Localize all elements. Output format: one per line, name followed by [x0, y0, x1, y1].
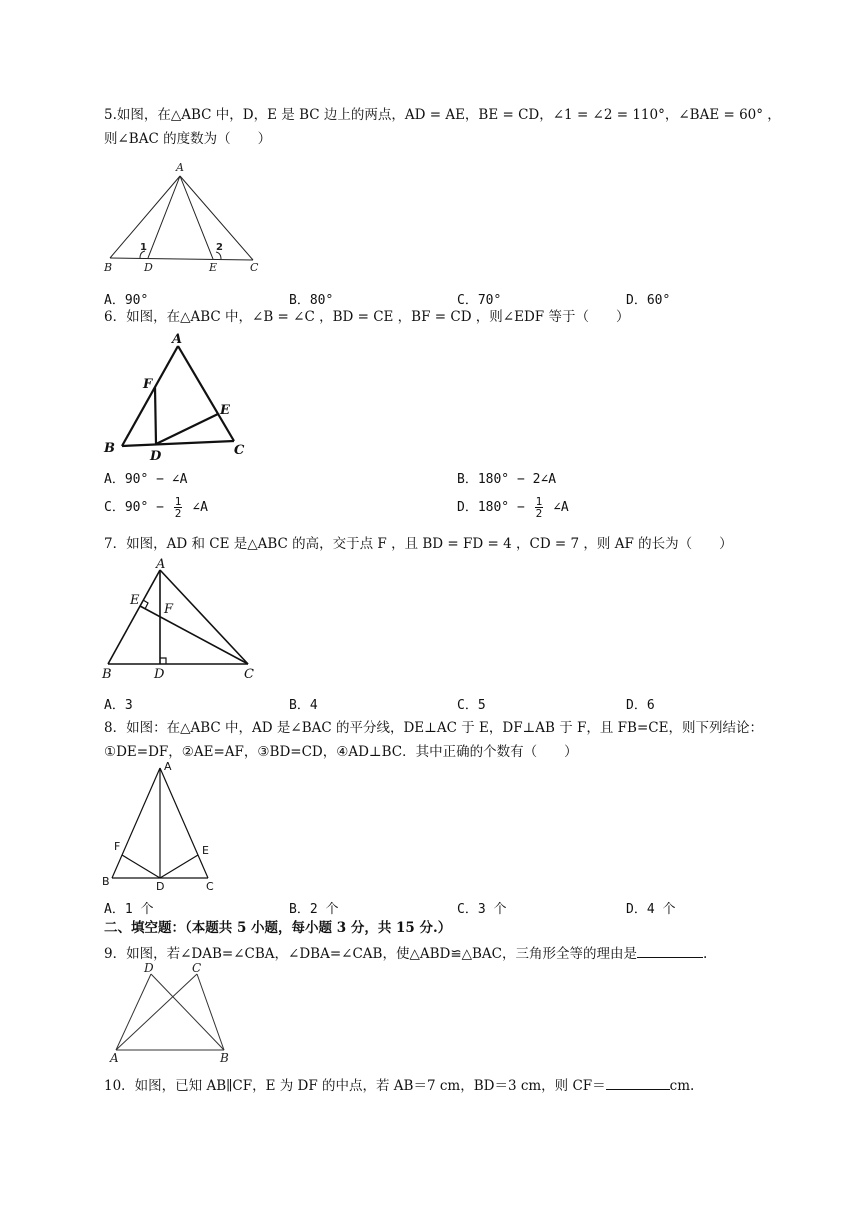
- q7-label-f: F: [164, 602, 174, 617]
- q9-text-main: 9．如图，若∠DAB=∠CBA，∠DBA=∠CAB，使△ABD≌△BAC，三角形全等的理由是: [104, 946, 638, 962]
- q8-figure: [100, 758, 230, 894]
- q8-label-a: A: [164, 760, 172, 773]
- q8-text-line1: 8．如图：在△ABC 中，AD 是∠BAC 的平分线，DE⊥AC 于 E，DF⊥AB 于 F，且 FB=CE，则下列结论：: [104, 720, 763, 736]
- q8-segment-ac: [160, 768, 208, 878]
- q5-label-1: 1: [140, 242, 147, 253]
- q8-label-e: E: [202, 844, 209, 857]
- q5-figure: [100, 158, 270, 278]
- q8-segment-df: [122, 855, 160, 878]
- q8-segment-ab: [112, 768, 160, 878]
- q7-right-angle-d: [160, 658, 166, 664]
- q7-label-d: D: [154, 667, 165, 682]
- q7-segment-ac: [160, 570, 248, 664]
- q6-option-c[interactable]: [104, 496, 208, 519]
- q7-option-b[interactable]: B．4: [289, 698, 318, 713]
- q9-segment-bc: [197, 974, 224, 1050]
- q6-option-c-den: 2: [174, 507, 182, 520]
- q7-label-c: C: [244, 667, 254, 682]
- q6-option-c-num: 1: [174, 495, 182, 508]
- q10-text-main: 10．如图，已知 AB∥CF，E 为 DF 的中点，若 AB＝7 cm，BD＝3 cm，则 CF＝: [104, 1078, 606, 1094]
- q5-label-c: C: [250, 261, 259, 274]
- q6-option-a[interactable]: A．90° − ∠A: [104, 472, 188, 487]
- q8-option-a[interactable]: A．1 个: [104, 902, 154, 917]
- q6-label-e: E: [220, 403, 230, 418]
- section2-title: 二、填空题：（本题共 5 小题，每小题 3 分，共 15 分.）: [104, 920, 452, 936]
- q6-option-d[interactable]: [457, 496, 569, 519]
- q5-segment-ae: [180, 176, 213, 259]
- q7-figure: [100, 556, 270, 686]
- q5-option-a[interactable]: A．90°: [104, 293, 149, 308]
- q8-text-line2: ①DE=DF，②AE=AF，③BD=CD，④AD⊥BC．其中正确的个数有（ ）: [104, 744, 578, 760]
- q5-option-b[interactable]: B．80°: [289, 293, 334, 308]
- q8-label-f: F: [114, 840, 121, 853]
- q10-text: [104, 1075, 694, 1095]
- q5-label-a: A: [176, 161, 184, 174]
- q7-label-e: E: [130, 593, 140, 608]
- q9-segment-ac: [116, 974, 197, 1050]
- q9-label-c: C: [192, 961, 202, 975]
- q6-label-d: D: [150, 449, 162, 464]
- q8-option-b[interactable]: B．2 个: [289, 902, 339, 917]
- q5-label-2: 2: [216, 242, 223, 253]
- q5-option-c[interactable]: C．70°: [457, 293, 502, 308]
- q6-text-line1: 6．如图，在△ABC 中，∠B = ∠C ，BD = CE ，BF = CD ，则∠EDF 等于（ ）: [104, 309, 630, 325]
- q5-label-d: D: [144, 261, 153, 274]
- q5-text-line2: 则∠BAC 的度数为（ ）: [104, 131, 272, 147]
- q5-segment-ad: [148, 176, 180, 258]
- q8-label-b: B: [102, 875, 110, 888]
- q6-segment-de: [156, 414, 218, 444]
- q6-option-c-prefix: C．90° −: [104, 500, 164, 515]
- q6-option-c-angle: ∠A: [192, 500, 208, 515]
- q6-option-d-den: 2: [535, 507, 543, 520]
- q7-segment-ab: [108, 570, 160, 664]
- q8-label-c: C: [206, 880, 214, 893]
- q6-label-a: A: [172, 332, 183, 347]
- q5-segment-bc: [110, 258, 253, 260]
- q6-segment-ab: [122, 346, 178, 446]
- q9-label-a: A: [110, 1051, 119, 1065]
- q9-label-d: D: [144, 961, 154, 975]
- q6-label-c: C: [234, 443, 245, 458]
- q5-option-d[interactable]: D．60°: [626, 293, 671, 308]
- q6-option-d-fraction: [535, 496, 544, 519]
- q7-text-line1: 7．如图，AD 和 CE 是△ABC 的高，交于点 F ，且 BD = FD = 4 ，CD = 7 ，则 AF 的长为（ ）: [104, 536, 733, 552]
- q7-segment-ce: [140, 606, 248, 664]
- q6-option-d-prefix: D．180° −: [457, 500, 525, 515]
- q7-option-c[interactable]: C．5: [457, 698, 486, 713]
- q8-option-d[interactable]: D．4 个: [626, 902, 676, 917]
- q6-segment-ac: [178, 346, 234, 441]
- q9-label-b: B: [220, 1051, 229, 1065]
- q6-option-c-fraction: [174, 496, 183, 519]
- q6-option-d-num: 1: [535, 495, 543, 508]
- q6-segment-bc: [122, 441, 234, 446]
- q6-label-f: F: [143, 377, 153, 392]
- q9-segment-ad: [116, 974, 151, 1050]
- q5-label-e: E: [209, 261, 218, 274]
- q5-label-b: B: [104, 261, 113, 274]
- q10-answer-blank[interactable]: [606, 1075, 670, 1090]
- q6-segment-fd: [155, 387, 156, 444]
- q9-figure: [104, 960, 240, 1066]
- q6-figure: [100, 330, 260, 462]
- q7-label-a: A: [156, 557, 166, 572]
- q8-option-c[interactable]: C．3 个: [457, 902, 507, 917]
- q6-option-d-angle: ∠A: [553, 500, 569, 515]
- q9-answer-blank[interactable]: [637, 943, 703, 958]
- q8-segment-de: [160, 855, 198, 878]
- q10-unit: cm.: [669, 1078, 695, 1094]
- q7-label-b: B: [102, 667, 112, 682]
- q5-angle2-arc: [216, 252, 221, 259]
- q5-text-line1: 5.如图，在△ABC 中，D，E 是 BC 边上的两点，AD = AE，BE = CD，∠1 = ∠2 = 110°，∠BAE = 60° ，: [104, 107, 781, 123]
- q8-label-d: D: [156, 880, 165, 893]
- q6-option-b[interactable]: B．180° − 2∠A: [457, 472, 557, 487]
- q9-segment-bd: [151, 974, 224, 1050]
- q7-option-d[interactable]: D．6: [626, 698, 655, 713]
- q9-text-end: .: [703, 946, 708, 962]
- q6-label-b: B: [104, 441, 115, 456]
- q7-option-a[interactable]: A．3: [104, 698, 133, 713]
